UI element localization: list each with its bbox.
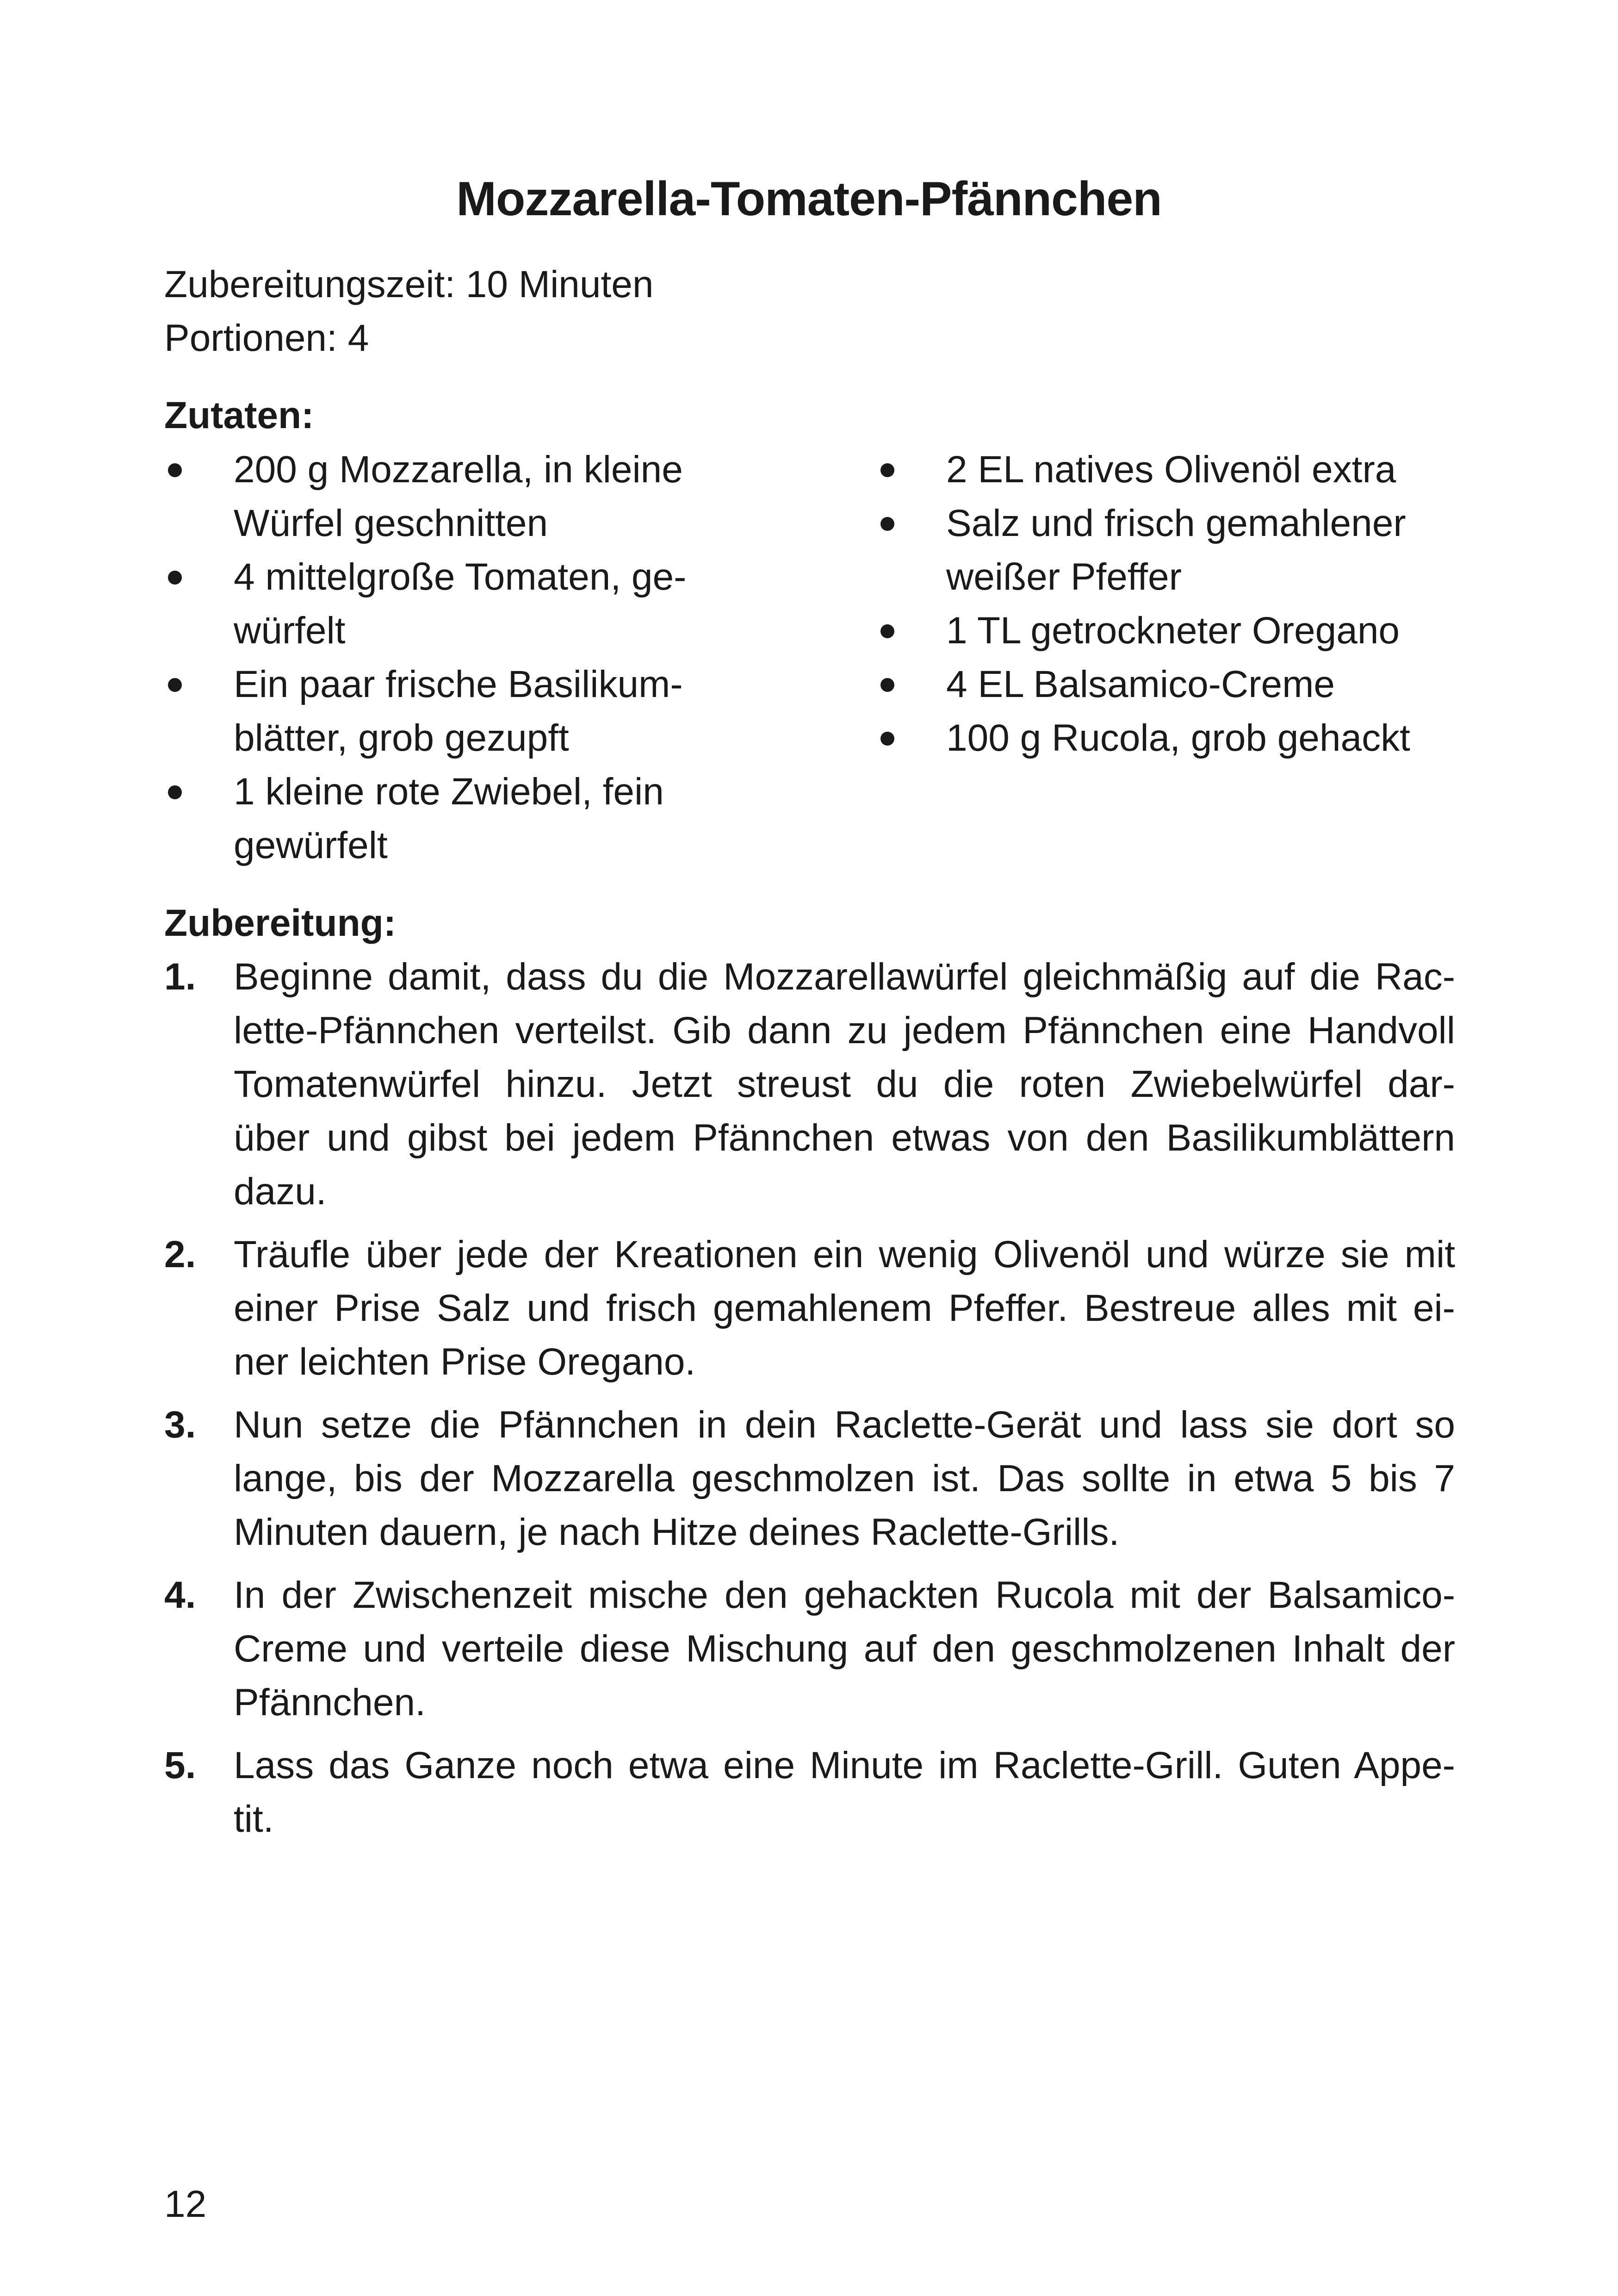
bullet-icon xyxy=(880,678,894,692)
bullet-icon xyxy=(168,463,182,477)
preparation-step xyxy=(164,1739,1455,1846)
bullet-icon xyxy=(880,463,894,477)
preparation-step xyxy=(164,1568,1455,1730)
step-text: über und gibst bei jedem Pfännchen etwas von den Basilikumblättern xyxy=(234,1117,1455,1159)
ingredient-text: 100 g Rucola, grob gehackt xyxy=(946,717,1410,759)
step-number: 4. xyxy=(164,1574,196,1616)
step-number: 1. xyxy=(164,956,196,998)
ingredient-text: würfelt xyxy=(234,610,346,652)
ingredient-text: gewürfelt xyxy=(234,824,388,866)
recipe-title: Mozzarella-Tomaten-Pfännchen xyxy=(456,172,1162,226)
step-text: Tomatenwürfel hinzu. Jetzt streust du die roten Zwiebelwürfel dar- xyxy=(234,1063,1455,1105)
step-text: lange, bis der Mozzarella geschmolzen ist. Das sollte in etwa 5 bis 7 xyxy=(234,1457,1455,1500)
step-text: Beginne damit, dass du die Mozzarellawürfel gleichmäßig auf die Rac- xyxy=(234,956,1455,998)
ingredient-item xyxy=(877,658,1478,711)
step-number: 3. xyxy=(164,1404,196,1446)
ingredient-text: 2 EL natives Olivenöl extra xyxy=(946,448,1396,491)
preparation-steps xyxy=(164,950,1455,1855)
step-text: Pfännchen. xyxy=(234,1681,426,1724)
step-text: ner leichten Prise Oregano. xyxy=(234,1341,696,1383)
ingredient-item xyxy=(877,443,1478,497)
step-text: Nun setze die Pfännchen in dein Raclette-Gerät und lass sie dort so xyxy=(234,1404,1455,1446)
ingredient-item xyxy=(164,443,733,550)
bullet-icon xyxy=(880,732,894,746)
ingredient-text: blätter, grob gezupft xyxy=(234,717,569,759)
ingredient-text: Salz und frisch gemahlener xyxy=(946,502,1406,544)
preparation-step xyxy=(164,950,1455,1219)
ingredient-item xyxy=(164,550,733,658)
ingredient-item xyxy=(877,711,1478,765)
ingredient-text: Würfel geschnitten xyxy=(234,502,548,544)
step-text: einer Prise Salz und frisch gemahlenem Pfeffer. Bestreue alles mit ei- xyxy=(234,1287,1455,1329)
step-text: Träufle über jede der Kreationen ein wenig Olivenöl und würze sie mit xyxy=(234,1233,1455,1276)
ingredient-item xyxy=(164,658,733,765)
step-text: Lass das Ganze noch etwa eine Minute im Raclette-Grill. Guten Appe- xyxy=(234,1744,1455,1786)
ingredient-text: 4 EL Balsamico-Creme xyxy=(946,663,1335,705)
bullet-icon xyxy=(168,571,182,585)
ingredient-text: 1 kleine rote Zwiebel, fein xyxy=(234,771,664,813)
ingredients-list-right xyxy=(877,443,1478,765)
step-number: 5. xyxy=(164,1744,196,1786)
bullet-icon xyxy=(880,517,894,531)
step-text: lette-Pfännchen verteilst. Gib dann zu jedem Pfännchen eine Handvoll xyxy=(234,1009,1455,1052)
ingredient-item xyxy=(164,765,733,872)
ingredient-item xyxy=(877,604,1478,658)
bullet-icon xyxy=(168,678,182,692)
step-text: Creme und verteile diese Mischung auf den geschmolzenen Inhalt der xyxy=(234,1628,1455,1670)
ingredient-text: 4 mittelgroße Tomaten, ge- xyxy=(234,556,687,598)
ingredient-text: weißer Pfeffer xyxy=(946,556,1182,598)
ingredient-text: 1 TL getrockneter Oregano xyxy=(946,610,1400,652)
preparation-step xyxy=(164,1228,1455,1389)
ingredient-text: 200 g Mozzarella, in kleine xyxy=(234,448,683,491)
page-number: 12 xyxy=(164,2183,207,2225)
bullet-icon xyxy=(880,624,894,638)
prep-time: Zubereitungszeit: 10 Minuten xyxy=(164,263,654,305)
preparation-step xyxy=(164,1398,1455,1559)
preparation-heading: Zubereitung: xyxy=(164,902,397,944)
step-text: dazu. xyxy=(234,1170,327,1213)
ingredients-list-left xyxy=(164,443,733,872)
ingredient-item xyxy=(877,497,1478,604)
ingredients-heading: Zutaten: xyxy=(164,394,314,436)
bullet-icon xyxy=(168,785,182,799)
servings: Portionen: 4 xyxy=(164,317,369,359)
step-text: tit. xyxy=(234,1798,274,1840)
step-number: 2. xyxy=(164,1233,196,1276)
step-text: In der Zwischenzeit mische den gehackten Rucola mit der Balsamico- xyxy=(234,1574,1455,1616)
ingredient-text: Ein paar frische Basilikum- xyxy=(234,663,683,705)
step-text: Minuten dauern, je nach Hitze deines Raclette-Grills. xyxy=(234,1511,1120,1553)
